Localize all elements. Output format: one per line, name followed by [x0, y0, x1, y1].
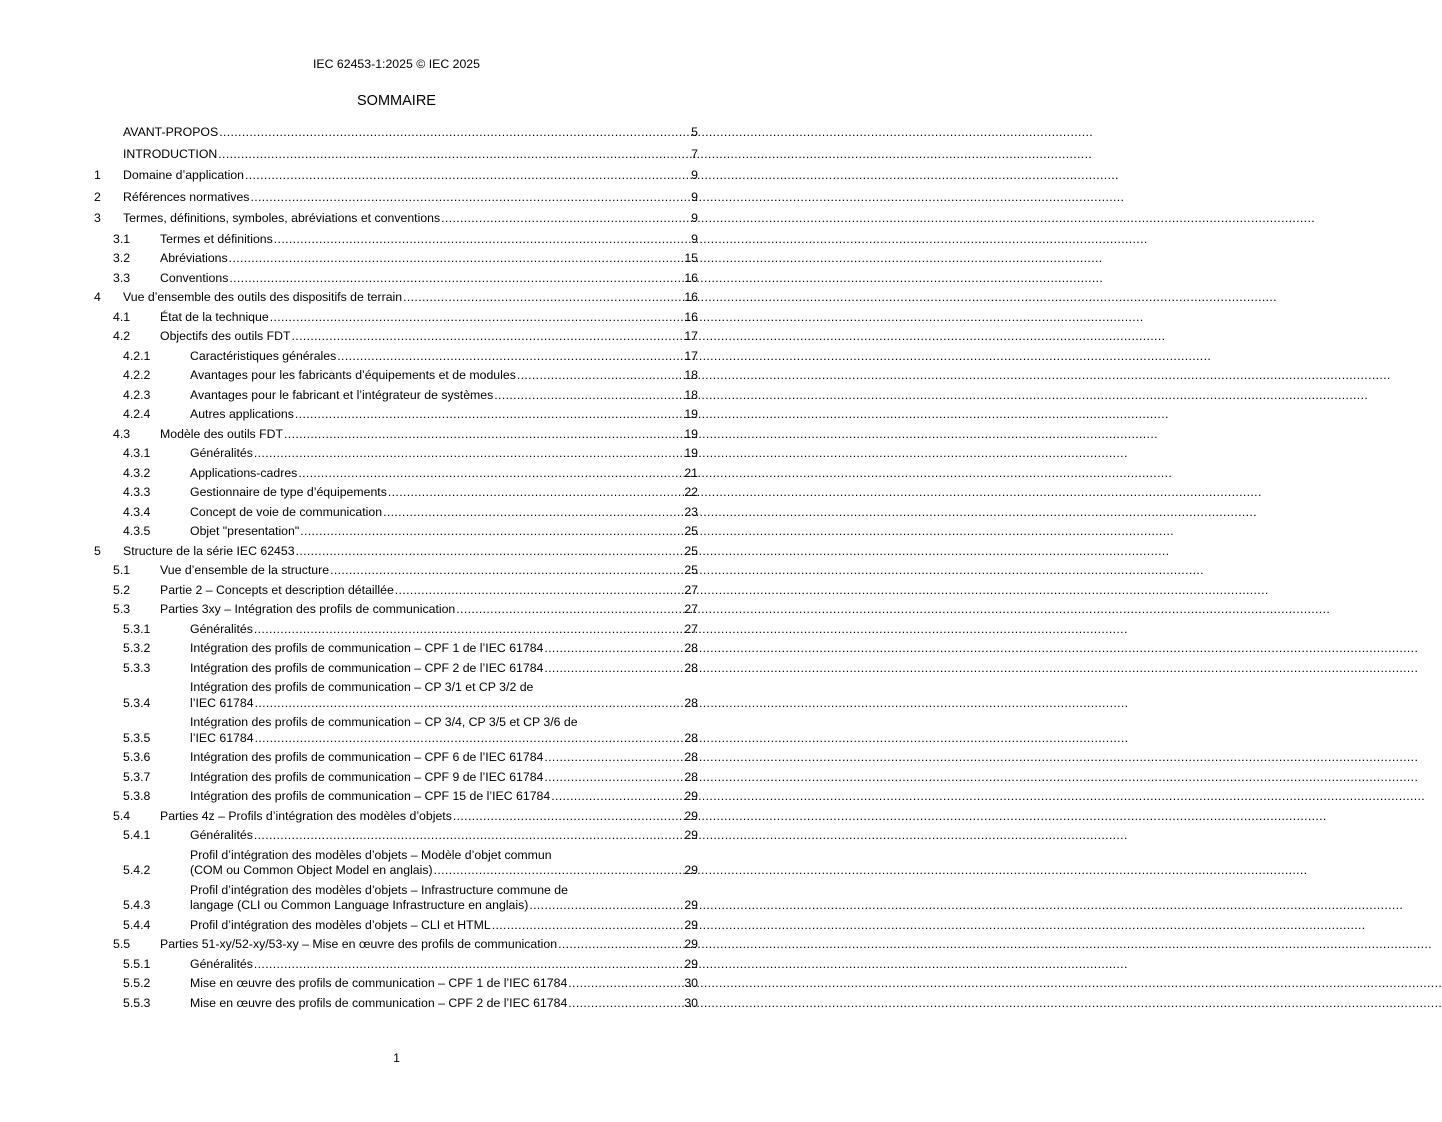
toc-entry[interactable]: [94, 466, 698, 482]
toc-entry-title: Généralités: [190, 828, 253, 842]
toc-entry-number: 5: [94, 543, 101, 558]
toc-entry-title: Applications-cadres: [190, 465, 298, 480]
toc-entry[interactable]: [94, 680, 698, 711]
toc-entry-number: 4.3.5: [123, 524, 151, 538]
toc-entry-number: 3.1: [113, 231, 131, 246]
toc-entry[interactable]: [94, 563, 698, 579]
toc-entry-page: 19: [684, 426, 698, 441]
toc-entry-page: 9: [691, 189, 698, 204]
toc-entry-title-continuation: l’IEC 61784: [190, 730, 254, 745]
toc-entry[interactable]: [94, 271, 698, 287]
toc-entry-title: INTRODUCTION: [123, 146, 218, 161]
dot-leader: [544, 661, 684, 677]
toc-entry-number: 5.5: [113, 937, 131, 951]
toc-entry[interactable]: [94, 809, 698, 825]
toc-entry-page: 23: [684, 504, 698, 519]
toc-entry-page: 27: [684, 602, 698, 616]
toc-entry-page: 25: [684, 524, 698, 538]
toc-entry-title: Conventions: [160, 270, 229, 285]
toc-entry-number: 5.4.3: [123, 898, 151, 912]
dot-leader: [274, 232, 691, 248]
toc-entry-number: 5.3: [113, 602, 131, 616]
toc-entry-title: Références normatives: [123, 189, 250, 204]
toc-entry-title: AVANT-PROPOS: [123, 125, 219, 139]
dot-leader: [568, 976, 684, 992]
dot-leader: [434, 863, 685, 879]
toc-entry[interactable]: [94, 583, 698, 599]
dot-leader: [255, 731, 685, 747]
toc-entry-number: 3: [94, 211, 101, 225]
dot-leader: [229, 271, 684, 287]
toc-entry-number: 5.4: [113, 808, 131, 823]
toc-entry-number: 5.3.5: [123, 730, 151, 745]
toc-entry[interactable]: [94, 251, 698, 267]
toc-entry-number: 4.3.4: [123, 504, 151, 519]
toc-entry-page: 15: [684, 251, 698, 265]
toc-entry[interactable]: [94, 505, 698, 521]
toc-entry-page: 29: [684, 863, 698, 877]
toc-entry[interactable]: [94, 789, 698, 805]
toc-entry-title: État de la technique: [160, 309, 269, 324]
toc-entry[interactable]: [94, 388, 698, 404]
toc-entry[interactable]: [94, 125, 698, 141]
toc-entry[interactable]: [94, 232, 698, 248]
toc-entry-page: 28: [684, 730, 698, 745]
page-number: 1: [393, 1051, 400, 1065]
toc-entry-title: Mise en œuvre des profils de communication – CPF 1 de l’IEC 61784: [190, 976, 568, 990]
toc-entry-number: 1: [94, 168, 101, 182]
dot-leader: [441, 211, 691, 227]
dot-leader: [254, 622, 684, 638]
dot-leader: [296, 544, 685, 560]
toc-entry-number: 4.3.3: [123, 485, 151, 499]
toc-entry-page: 25: [684, 543, 698, 558]
dot-leader: [250, 190, 691, 206]
toc-entry-number: 2: [94, 189, 101, 204]
toc-entry-number: 5.5.3: [123, 995, 151, 1010]
toc-entry-page: 29: [684, 808, 698, 823]
toc-entry-title: Avantages pour le fabricant et l’intégrateur de systèmes: [190, 387, 494, 402]
toc-entry-page: 18: [684, 368, 698, 382]
toc-entry[interactable]: [94, 147, 698, 163]
toc-entry-title: Partie 2 – Concepts et description détaillée: [160, 582, 394, 597]
dot-leader: [544, 641, 684, 657]
toc-entry-title: Termes et définitions: [160, 231, 273, 246]
toc-entry-title: Généralités: [190, 446, 253, 460]
toc-entry-page: 17: [684, 348, 698, 363]
toc-entry-title: Généralités: [190, 956, 253, 971]
toc-entry-page: 29: [684, 789, 698, 803]
toc-entry-number: 5.1: [113, 563, 131, 577]
dot-leader: [544, 770, 684, 786]
toc-entry[interactable]: [94, 750, 698, 766]
dot-leader: [218, 147, 691, 163]
toc-entry[interactable]: [94, 715, 698, 746]
toc-entry-page: 21: [684, 465, 698, 480]
toc-entry-title: Concept de voie de communication: [190, 504, 383, 519]
toc-entry-page: 27: [684, 621, 698, 636]
toc-entry[interactable]: [94, 828, 698, 844]
dot-leader: [492, 918, 685, 934]
dot-leader: [254, 446, 684, 462]
toc-entry-page: 5: [691, 125, 698, 139]
toc-entry-page: 28: [684, 695, 698, 710]
toc-entry-number: 5.3.7: [123, 769, 151, 784]
toc-entry-number: 4.3.2: [123, 465, 151, 480]
toc-entry-title: Modèle des outils FDT: [160, 426, 284, 441]
toc-entry-number: 4.2.4: [123, 407, 151, 421]
toc-entry-number: 5.4.1: [123, 828, 151, 842]
toc-entry-number: 4.2.2: [123, 368, 151, 382]
page-title: SOMMAIRE: [357, 93, 436, 109]
toc-entry[interactable]: [94, 349, 698, 365]
toc-entry-number: 4.2.3: [123, 387, 151, 402]
toc-entry-title: Structure de la série IEC 62453: [123, 543, 295, 558]
dot-leader: [544, 750, 684, 766]
toc-entry-page: 16: [684, 270, 698, 285]
toc-entry-page: 9: [691, 231, 698, 246]
toc-entry-number: 5.3.6: [123, 750, 151, 764]
toc-entry-number: 4.1: [113, 309, 131, 324]
toc-entry-page: 9: [691, 211, 698, 225]
toc-entry-page: 29: [684, 917, 698, 932]
dot-leader: [292, 329, 685, 345]
toc-entry[interactable]: [94, 883, 698, 914]
toc-entry[interactable]: [94, 848, 698, 879]
toc-entry-title: Abréviations: [160, 251, 228, 265]
dot-leader: [529, 898, 684, 914]
toc-entry-title: Profil d’intégration des modèles d’objets – Infrastructure commune de: [190, 882, 568, 897]
toc-entry[interactable]: [94, 996, 698, 1012]
toc-entry[interactable]: [94, 602, 698, 618]
dot-leader: [388, 485, 684, 501]
toc-entry-title: Objectifs des outils FDT: [160, 329, 291, 343]
table-of-contents: [94, 125, 698, 1011]
dot-leader: [298, 466, 684, 482]
toc-entry-title: Mise en œuvre des profils de communication – CPF 2 de l’IEC 61784: [190, 995, 568, 1010]
dot-leader: [403, 290, 684, 306]
dot-leader: [568, 996, 684, 1012]
toc-entry[interactable]: [94, 918, 698, 934]
toc-entry-page: 18: [684, 387, 698, 402]
toc-entry-title: Gestionnaire de type d’équipements: [190, 485, 387, 499]
toc-entry[interactable]: [94, 661, 698, 677]
toc-entry-page: 28: [684, 660, 698, 675]
toc-entry-number: 5.3.8: [123, 789, 151, 803]
toc-entry-page: 9: [691, 168, 698, 182]
dot-leader: [245, 168, 691, 184]
toc-entry[interactable]: [94, 310, 698, 326]
toc-entry[interactable]: [94, 641, 698, 657]
dot-leader: [300, 524, 684, 540]
toc-entry-number: 5.3.1: [123, 621, 151, 636]
toc-entry-page: 27: [684, 582, 698, 597]
toc-entry-title: Avantages pour les fabricants d’équipements et de modules: [190, 368, 516, 382]
toc-entry-page: 22: [684, 485, 698, 499]
toc-entry[interactable]: [94, 168, 698, 184]
toc-entry-page: 19: [684, 446, 698, 460]
toc-entry-title: Intégration des profils de communication – CP 3/1 et CP 3/2 de: [190, 680, 534, 694]
toc-entry[interactable]: [94, 957, 698, 973]
toc-entry-title: Intégration des profils de communication – CPF 2 de l’IEC 61784: [190, 660, 544, 675]
dot-leader: [229, 251, 685, 267]
toc-entry-title: Parties 51-xy/52-xy/53-xy – Mise en œuvre des profils de communication: [160, 937, 558, 951]
toc-entry-page: 29: [684, 937, 698, 951]
toc-entry-title: Intégration des profils de communication – CPF 15 de l’IEC 61784: [190, 789, 551, 803]
toc-entry-number: 5.5.2: [123, 976, 151, 990]
toc-entry-number: 3.2: [113, 251, 131, 265]
dot-leader: [517, 368, 684, 384]
toc-entry-number: 4.3: [113, 426, 131, 441]
toc-entry-title: Caractéristiques générales: [190, 348, 337, 363]
toc-entry-number: 5.3.3: [123, 660, 151, 675]
dot-leader: [330, 563, 684, 579]
toc-entry-page: 29: [684, 956, 698, 971]
toc-entry-page: 16: [684, 309, 698, 324]
dot-leader: [295, 407, 684, 423]
dot-leader: [219, 125, 691, 141]
toc-entry[interactable]: [94, 446, 698, 462]
toc-entry[interactable]: [94, 976, 698, 992]
toc-entry-page: 28: [684, 641, 698, 655]
toc-entry-page: 28: [684, 769, 698, 784]
toc-entry-title: Profil d’intégration des modèles d’objets – Modèle d’objet commun: [190, 847, 552, 862]
dot-leader: [337, 349, 684, 365]
toc-entry[interactable]: [94, 770, 698, 786]
toc-entry-number: 4.2.1: [123, 348, 151, 363]
toc-entry-number: 3.3: [113, 270, 131, 285]
toc-entry-title: Autres applications: [190, 407, 294, 421]
toc-entry-title: Généralités: [190, 621, 253, 636]
toc-entry-page: 19: [684, 407, 698, 421]
dot-leader: [270, 310, 685, 326]
toc-entry-number: 4: [94, 290, 101, 304]
toc-entry-title: Intégration des profils de communication – CP 3/4, CP 3/5 et CP 3/6 de: [190, 715, 578, 729]
toc-entry-number: 5.3.2: [123, 641, 151, 655]
toc-entry[interactable]: [94, 937, 698, 953]
toc-entry-title: Intégration des profils de communication – CPF 9 de l’IEC 61784: [190, 769, 544, 784]
toc-entry[interactable]: [94, 544, 698, 560]
dot-leader: [494, 388, 684, 404]
toc-entry-page: 30: [684, 995, 698, 1010]
dot-leader: [284, 427, 684, 443]
toc-entry-title: Intégration des profils de communication – CPF 1 de l’IEC 61784: [190, 641, 544, 655]
toc-entry[interactable]: [94, 524, 698, 540]
toc-entry-number: 5.5.1: [123, 956, 151, 971]
toc-entry-title: Vue d’ensemble de la structure: [160, 563, 330, 577]
toc-entry-title: Domaine d’application: [123, 168, 244, 182]
toc-entry-title: Objet "presentation": [190, 524, 300, 538]
dot-leader: [551, 789, 684, 805]
toc-entry[interactable]: [94, 485, 698, 501]
dot-leader: [453, 809, 684, 825]
toc-entry-title: Termes, définitions, symboles, abréviations et conventions: [123, 211, 441, 225]
dot-leader: [254, 957, 684, 973]
toc-entry-title: Vue d’ensemble des outils des dispositifs de terrain: [123, 290, 403, 304]
toc-entry[interactable]: [94, 190, 698, 206]
dot-leader: [558, 937, 684, 953]
toc-entry-page: 29: [684, 828, 698, 842]
toc-entry[interactable]: [94, 622, 698, 638]
document-header: IEC 62453-1:2025 © IEC 2025: [313, 57, 480, 71]
dot-leader: [383, 505, 684, 521]
dot-leader: [255, 696, 685, 712]
toc-entry-page: 30: [684, 976, 698, 990]
toc-entry-number: 4.2: [113, 329, 131, 343]
toc-entry[interactable]: [94, 290, 698, 306]
toc-entry-page: 25: [684, 563, 698, 577]
toc-entry[interactable]: [94, 427, 698, 443]
toc-entry-number: 5.4.2: [123, 863, 151, 877]
dot-leader: [395, 583, 685, 599]
toc-entry-title-continuation: l’IEC 61784: [190, 695, 254, 710]
toc-entry-number: 5.4.4: [123, 917, 151, 932]
toc-entry-title: Profil d’intégration des modèles d’objets – CLI et HTML: [190, 917, 491, 932]
toc-entry-page: 16: [684, 290, 698, 304]
toc-entry[interactable]: [94, 329, 698, 345]
toc-entry-page: 28: [684, 750, 698, 764]
toc-entry-number: 5.2: [113, 582, 131, 597]
toc-entry[interactable]: [94, 407, 698, 423]
toc-entry-page: 17: [684, 329, 698, 343]
toc-entry-title: Parties 4z – Profils d’intégration des modèles d’objets: [160, 808, 452, 823]
dot-leader: [456, 602, 684, 618]
toc-entry-title-continuation: (COM ou Common Object Model en anglais): [190, 863, 433, 877]
toc-entry-title: Parties 3xy – Intégration des profils de communication: [160, 602, 456, 616]
toc-entry-page: 29: [684, 898, 698, 912]
toc-entry[interactable]: [94, 368, 698, 384]
toc-entry[interactable]: [94, 211, 698, 227]
toc-entry-number: 5.3.4: [123, 695, 151, 710]
toc-entry-number: 4.3.1: [123, 446, 151, 460]
toc-entry-page: 7: [691, 146, 698, 161]
dot-leader: [254, 828, 684, 844]
toc-entry-title: Intégration des profils de communication – CPF 6 de l’IEC 61784: [190, 750, 544, 764]
toc-entry-title-continuation: langage (CLI ou Common Language Infrastructure en anglais): [190, 898, 529, 912]
